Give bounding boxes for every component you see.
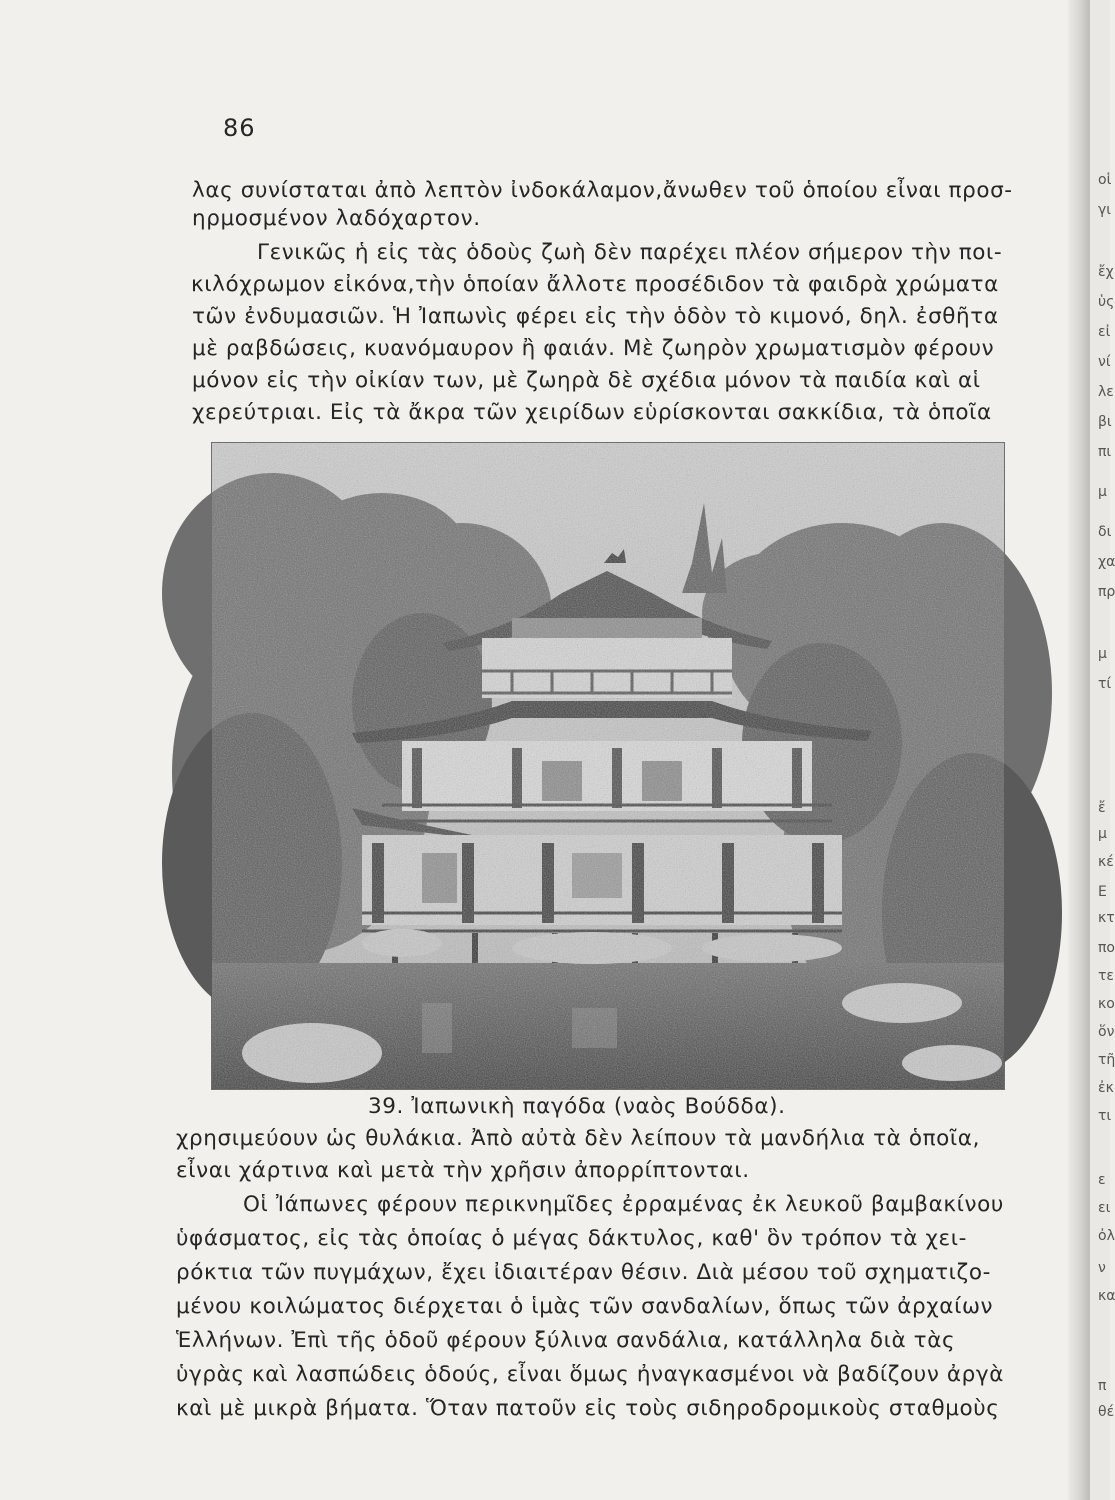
- edge-fragment: ἔχ: [1098, 264, 1114, 280]
- edge-fragment: τι: [1098, 1108, 1112, 1124]
- edge-fragment: ὀλ: [1098, 1228, 1115, 1244]
- pagoda-photograph: [211, 442, 1005, 1090]
- text-line: καὶ μὲ μικρὰ βήματα. Ὅταν πατοῦν εἰς τοὺς σιδηροδρομικοὺς σταθμοὺς: [176, 1396, 1000, 1421]
- edge-fragment: κέ: [1098, 854, 1114, 870]
- edge-fragment: δι: [1098, 524, 1112, 540]
- text-line: χρησιμεύουν ὡς θυλάκια. Ἀπὸ αὐτὰ δὲν λείπουν τὰ μανδήλια τὰ ὁποῖα,: [176, 1126, 981, 1151]
- edge-fragment: εἰ: [1098, 324, 1111, 340]
- text-line: ηρμοσμένον λαδόχαρτον.: [192, 206, 481, 231]
- edge-fragment: πρ: [1098, 584, 1115, 600]
- edge-fragment: οἱ: [1098, 172, 1112, 188]
- edge-fragment: ὅν: [1098, 1024, 1115, 1040]
- edge-fragment: π: [1098, 1378, 1107, 1394]
- edge-fragment: μ: [1098, 484, 1107, 500]
- edge-fragment: ε: [1098, 1172, 1106, 1188]
- edge-fragment: ν: [1098, 1260, 1106, 1276]
- text-line: Ἑλλήνων. Ἐπὶ τῆς ὁδοῦ φέρουν ξύλινα σανδάλια, κατάλληλα διὰ τὰς: [176, 1328, 956, 1353]
- edge-fragment: χα: [1098, 554, 1115, 570]
- text-line: εἶναι χάρτινα καὶ μετὰ τὴν χρῆσιν ἀπορρίπτονται.: [176, 1158, 750, 1183]
- edge-fragment: λε: [1098, 384, 1114, 400]
- text-line: Γενικῶς ἡ εἰς τὰς ὁδοὺς ζωὴ δὲν παρέχει πλέον σήμερον τὴν ποι-: [257, 240, 1003, 265]
- page-number: 86: [223, 114, 256, 142]
- text-line: ὑφάσματος, εἰς τὰς ὁποίας ὁ μέγας δάκτυλος, καθ' ὃν τρόπον τὰ χει-: [176, 1226, 967, 1251]
- edge-fragment: ἔ: [1098, 800, 1106, 816]
- figure-caption: 39. Ἰαπωνικὴ παγόδα (ναὸς Βούδδα).: [368, 1094, 786, 1119]
- edge-fragment: τε: [1098, 968, 1114, 984]
- edge-fragment: τῆ: [1098, 1052, 1115, 1068]
- pagoda-illustration: [212, 443, 1004, 1089]
- text-line: λας συνίσταται ἀπὸ λεπτὸν ἰνδοκάλαμον,ἄνωθεν τοῦ ὁποίου εἶναι προσ-: [192, 178, 1013, 203]
- edge-fragment: βι: [1098, 414, 1112, 430]
- text-line: ὑγρὰς καὶ λασπώδεις ὁδούς, εἶναι ὅμως ἠναγκασμένοι νὰ βαδίζουν ἀργὰ: [176, 1362, 1004, 1387]
- edge-fragment: κτ: [1098, 910, 1115, 926]
- edge-fragment: Ε: [1098, 884, 1107, 900]
- edge-fragment: ὑς: [1098, 294, 1115, 310]
- edge-fragment: θέ: [1098, 1404, 1115, 1420]
- edge-fragment: κα: [1098, 1288, 1115, 1304]
- text-line: τῶν ἐνδυμασιῶν. Ἡ Ἰαπωνὶς φέρει εἰς τὴν ὁδὸν τὸ κιμονό, δηλ. ἐσθῆτα: [192, 304, 999, 329]
- edge-fragment: κο: [1098, 996, 1115, 1012]
- text-line: μόνον εἰς τὴν οἰκίαν των, μὲ ζωηρὰ δὲ σχέδια μόνον τὰ παιδία καὶ αἱ: [192, 368, 981, 393]
- edge-fragment: πι: [1098, 444, 1112, 460]
- page-binding-shadow: [1068, 0, 1090, 1500]
- text-line: μένου κοιλώματος διέρχεται ὁ ἱμὰς τῶν σανδαλίων, ὅπως τῶν ἀρχαίων: [176, 1294, 994, 1319]
- next-page-edge: [1090, 0, 1115, 1500]
- edge-fragment: γι: [1098, 202, 1112, 218]
- text-line: Οἱ Ἰάπωνες φέρουν περικνημῖδες ἐρραμένας ἐκ λευκοῦ βαμβακίνου: [243, 1192, 1004, 1217]
- text-line: χερεύτριαι. Εἰς τὰ ἄκρα τῶν χειρίδων εὑρίσκονται σακκίδια, τὰ ὁποῖα: [192, 400, 992, 425]
- edge-fragment: νί: [1098, 354, 1111, 370]
- edge-fragment: μ: [1098, 646, 1107, 662]
- text-line: κιλόχρωμον εἰκόνα,τὴν ὁποίαν ἄλλοτε προσέδιδον τὰ φαιδρὰ χρώματα: [191, 272, 999, 297]
- edge-fragment: μ: [1098, 826, 1107, 842]
- edge-fragment: τί: [1098, 676, 1112, 692]
- edge-fragment: πο: [1098, 940, 1115, 956]
- edge-fragment: ει: [1098, 1200, 1111, 1216]
- text-line: μὲ ραβδώσεις, κυανόμαυρον ἢ φαιάν. Μὲ ζωηρὸν χρωματισμὸν φέρουν: [192, 336, 995, 361]
- edge-fragment: ἐκ: [1098, 1080, 1114, 1096]
- text-line: ρόκτια τῶν πυγμάχων, ἔχει ἰδιαιτέραν θέσιν. Διὰ μέσου τοῦ σχηματιζο-: [176, 1260, 991, 1285]
